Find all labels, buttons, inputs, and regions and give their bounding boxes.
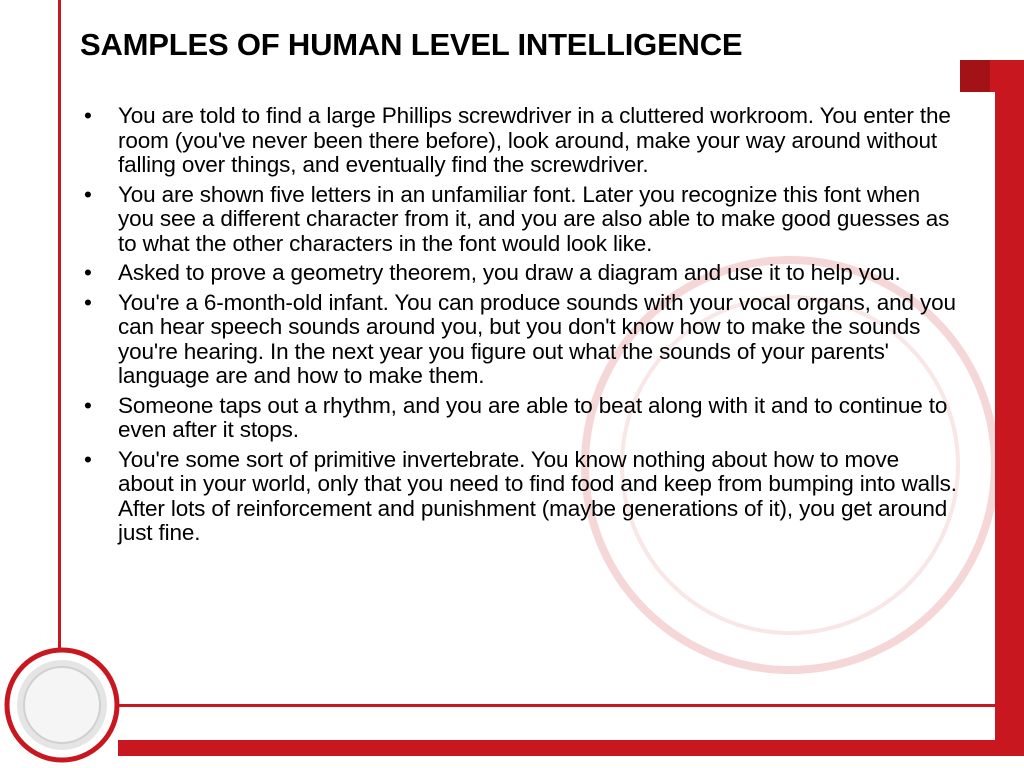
slide-title: SAMPLES OF HUMAN LEVEL INTELLIGENCE: [80, 27, 743, 62]
bullet-icon: •: [84, 103, 92, 128]
bullet-text: You're some sort of primitive invertebrate. You know nothing about how to move about in your world, only that you need to find food and keep from bumping into walls. After lots of reinforcement and punishment (maybe generations of it), you get around just fine.: [118, 446, 957, 545]
bullet-item: [80, 183, 960, 257]
bottom-band: [118, 740, 1024, 756]
right-bracket-top: [960, 60, 1024, 740]
bullet-text: You are told to find a large Phillips screwdriver in a cluttered workroom. You enter the room (you've never been there before), look around, make your way around without falling over things, and eventually find the screwdriver.: [118, 103, 951, 177]
bullet-text: Asked to prove a geometry theorem, you draw a diagram and use it to help you.: [118, 260, 901, 285]
left-border-line: [58, 0, 61, 652]
bullet-item: [80, 394, 960, 443]
bullet-text: Someone taps out a rhythm, and you are able to beat along with it and to continue to even after it stops.: [118, 392, 948, 442]
bullet-icon: •: [84, 392, 92, 418]
bullet-item: [80, 104, 960, 178]
bullet-text: You're a 6-month-old infant. You can produce sounds with your vocal organs, and you can hear speech sounds around you, but you don't know how to make the sounds you're hearing. In the next year you figure out what the sounds of your parents' language are and how to make them.: [118, 289, 956, 388]
right-bracket-fold: [960, 60, 990, 92]
bullet-item: [80, 291, 960, 389]
bullet-icon: •: [84, 446, 92, 472]
bullet-item: [80, 261, 960, 286]
bullet-list: [80, 104, 960, 551]
bullet-text: You are shown five letters in an unfamiliar font. Later you recognize this font when you see a different character from it, and you are also able to make good guesses as to what the other characters in the font would look like.: [118, 181, 950, 256]
bullet-icon: •: [84, 289, 92, 315]
corner-circle-inner: [24, 667, 100, 743]
bullet-icon: •: [84, 181, 92, 207]
bullet-item: [80, 448, 960, 546]
bottom-thin-line: [118, 704, 998, 707]
bullet-icon: •: [84, 260, 92, 285]
